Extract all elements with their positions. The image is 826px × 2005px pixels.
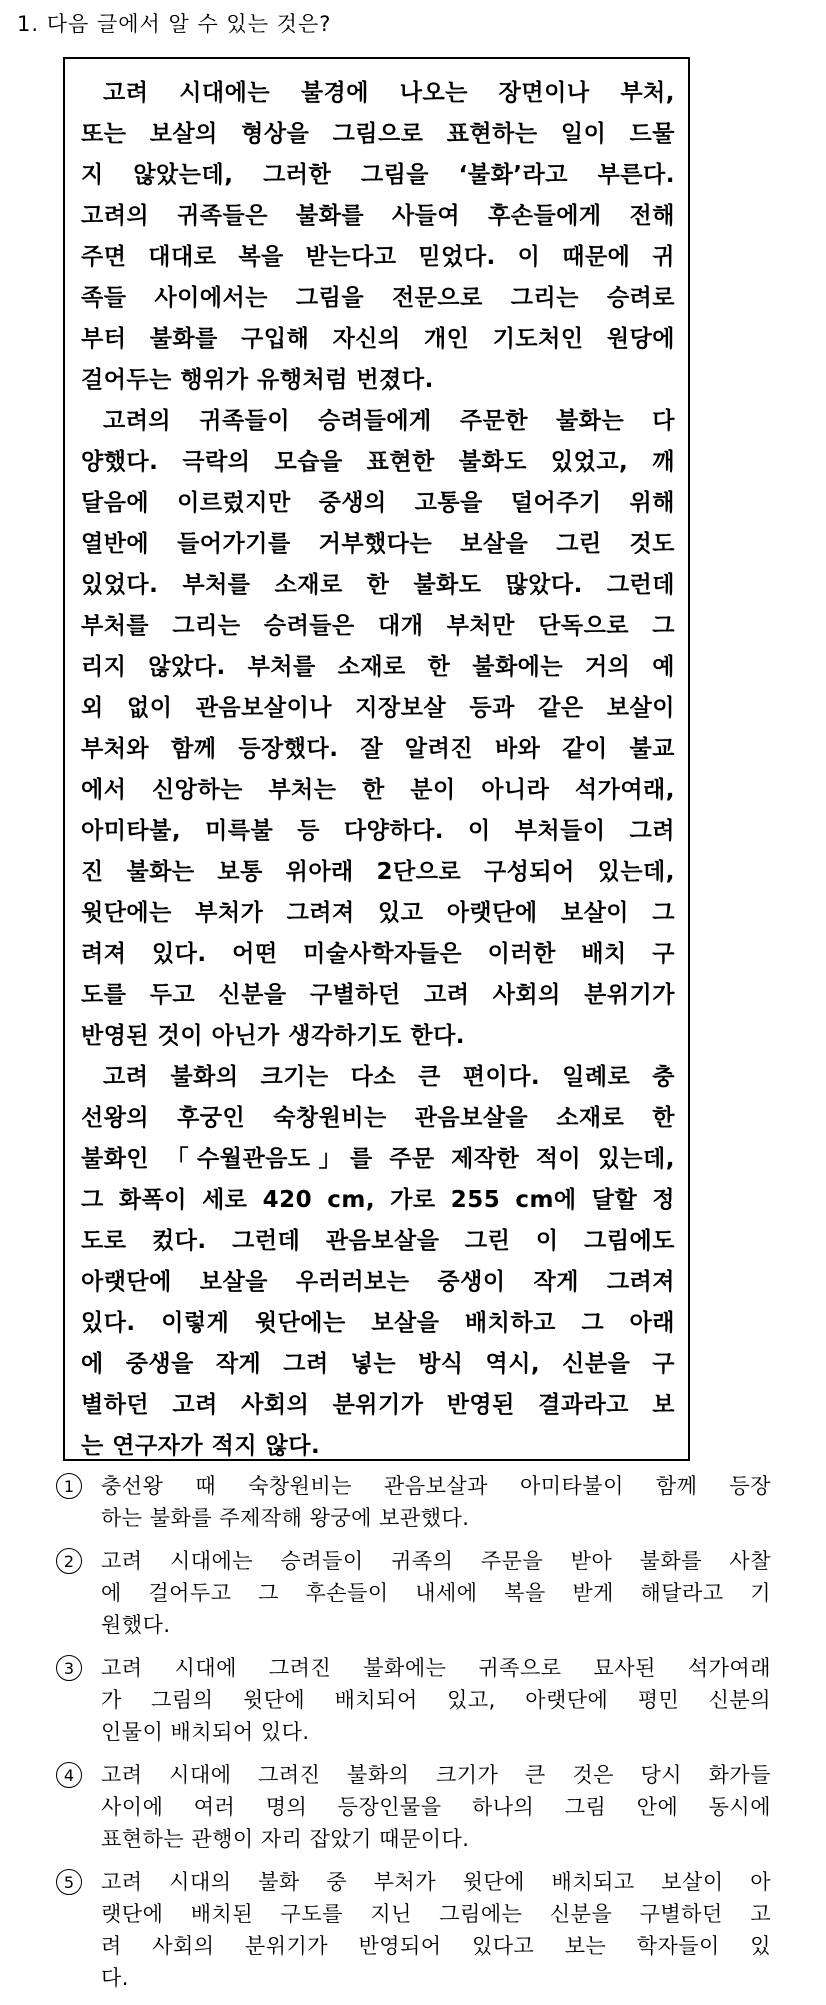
passage-box bbox=[63, 57, 690, 1461]
passage-line: 고려의 귀족들이 승려들에게 주문한 불화는 다 bbox=[103, 408, 675, 434]
passage-line: 부터 불화를 구입해 자신의 개인 기도처인 원당에 bbox=[81, 326, 675, 352]
passage-line: 달음에 이르렀지만 중생의 고통을 덜어주기 위해 bbox=[81, 490, 675, 516]
question-title: 1. 다음 글에서 알 수 있는 것은? bbox=[17, 12, 332, 36]
option-text-line: 고려 시대에는 승려들이 귀족의 주문을 받아 불화를 사찰 bbox=[101, 1549, 771, 1573]
answer-option-1[interactable] bbox=[56, 1470, 776, 1534]
option-number-marker: 1 bbox=[56, 1473, 82, 1499]
passage-line: 고려 불화의 크기는 다소 큰 편이다. 일례로 충 bbox=[103, 1064, 675, 1090]
answer-option-3[interactable] bbox=[56, 1652, 776, 1748]
option-text-line: 고려 시대에 그려진 불화에는 귀족으로 묘사된 석가여래 bbox=[101, 1656, 771, 1680]
option-text-line: 원했다. bbox=[101, 1613, 171, 1637]
passage-line: 반영된 것이 아닌가 생각하기도 한다. bbox=[81, 1023, 466, 1049]
passage-line: 족들 사이에서는 그림을 전문으로 그리는 승려로 bbox=[81, 285, 675, 311]
passage-line: 아랫단에 보살을 우러러보는 중생이 작게 그려져 bbox=[81, 1269, 675, 1295]
passage-line: 진 불화는 보통 위아래 2단으로 구성되어 있는데, bbox=[81, 859, 675, 885]
option-text-line: 고려 시대의 불화 중 부처가 윗단에 배치되고 보살이 아 bbox=[101, 1870, 771, 1894]
answer-option-4[interactable] bbox=[56, 1759, 776, 1855]
passage-line: 지 않았는데, 그러한 그림을 ‘불화’라고 부른다. bbox=[81, 162, 675, 188]
passage-line: 별하던 고려 사회의 분위기가 반영된 결과라고 보 bbox=[81, 1392, 675, 1418]
passage-line: 외 없이 관음보살이나 지장보살 등과 같은 보살이 bbox=[81, 695, 675, 721]
option-number-marker: 5 bbox=[56, 1869, 82, 1895]
passage-line: 아미타불, 미륵불 등 다양하다. 이 부처들이 그려 bbox=[81, 818, 675, 844]
passage-line: 는 연구자가 적지 않다. bbox=[81, 1433, 321, 1459]
option-text-line: 고려 시대에 그려진 불화의 크기가 큰 것은 당시 화가들 bbox=[101, 1763, 771, 1787]
passage-line: 있었다. 부처를 소재로 한 불화도 많았다. 그런데 bbox=[81, 572, 675, 598]
option-text-line: 표현하는 관행이 자리 잡았기 때문이다. bbox=[101, 1827, 470, 1851]
answer-option-2[interactable] bbox=[56, 1545, 776, 1641]
passage-line: 양했다. 극락의 모습을 표현한 불화도 있었고, 깨 bbox=[81, 449, 675, 475]
passage-line: 려져 있다. 어떤 미술사학자들은 이러한 배치 구 bbox=[81, 941, 675, 967]
option-text-line: 가 그림의 윗단에 배치되어 있고, 아랫단에 평민 신분의 bbox=[101, 1688, 771, 1712]
option-text-line: 랫단에 배치된 구도를 지닌 그림에는 신분을 구별하던 고 bbox=[101, 1902, 771, 1926]
passage-line: 주면 대대로 복을 받는다고 믿었다. 이 때문에 귀 bbox=[81, 244, 675, 270]
passage-line: 도로 컸다. 그런데 관음보살을 그린 이 그림에도 bbox=[81, 1228, 675, 1254]
passage-line: 리지 않았다. 부처를 소재로 한 불화에는 거의 예 bbox=[81, 654, 675, 680]
option-text-line: 충선왕 때 숙창원비는 관음보살과 아미타불이 함께 등장 bbox=[101, 1474, 771, 1498]
option-text-line: 인물이 배치되어 있다. bbox=[101, 1720, 310, 1744]
passage-line: 윗단에는 부처가 그려져 있고 아랫단에 보살이 그 bbox=[81, 900, 675, 926]
passage-line: 에 중생을 작게 그려 넣는 방식 역시, 신분을 구 bbox=[81, 1351, 675, 1377]
option-text-line: 하는 불화를 주제작해 왕궁에 보관했다. bbox=[101, 1506, 470, 1530]
passage-line: 부처와 함께 등장했다. 잘 알려진 바와 같이 불교 bbox=[81, 736, 675, 762]
option-number-marker: 3 bbox=[56, 1655, 82, 1681]
passage-line: 선왕의 후궁인 숙창원비는 관음보살을 소재로 한 bbox=[81, 1105, 675, 1131]
passage-line: 또는 보살의 형상을 그림으로 표현하는 일이 드물 bbox=[81, 121, 675, 147]
answer-options bbox=[56, 1470, 776, 2005]
option-number-marker: 2 bbox=[56, 1548, 82, 1574]
option-number-marker: 4 bbox=[56, 1762, 82, 1788]
passage-line: 열반에 들어가기를 거부했다는 보살을 그린 것도 bbox=[81, 531, 675, 557]
passage-line: 있다. 이렇게 윗단에는 보살을 배치하고 그 아래 bbox=[81, 1310, 675, 1336]
passage-line: 걸어두는 행위가 유행처럼 번졌다. bbox=[81, 367, 434, 393]
passage-line: 도를 두고 신분을 구별하던 고려 사회의 분위기가 bbox=[81, 982, 675, 1008]
passage-line: 부처를 그리는 승려들은 대개 부처만 단독으로 그 bbox=[81, 613, 675, 639]
passage-text bbox=[81, 73, 675, 1467]
passage-line: 에서 신앙하는 부처는 한 분이 아니라 석가여래, bbox=[81, 777, 675, 803]
option-text-line: 에 걸어두고 그 후손들이 내세에 복을 받게 해달라고 기 bbox=[101, 1581, 771, 1605]
passage-line: 그 화폭이 세로 420 cm, 가로 255 cm에 달할 정 bbox=[81, 1187, 675, 1213]
answer-option-5[interactable] bbox=[56, 1866, 776, 1994]
passage-line: 고려 시대에는 불경에 나오는 장면이나 부처, bbox=[103, 80, 675, 106]
passage-line: 불화인 「수월관음도」를 주문 제작한 적이 있는데, bbox=[81, 1146, 675, 1172]
option-text-line: 다. bbox=[101, 1966, 129, 1990]
option-text-line: 려 사회의 분위기가 반영되어 있다고 보는 학자들이 있 bbox=[101, 1934, 771, 1958]
option-text-line: 사이에 여러 명의 등장인물을 하나의 그림 안에 동시에 bbox=[101, 1795, 771, 1819]
passage-line: 고려의 귀족들은 불화를 사들여 후손들에게 전해 bbox=[81, 203, 675, 229]
